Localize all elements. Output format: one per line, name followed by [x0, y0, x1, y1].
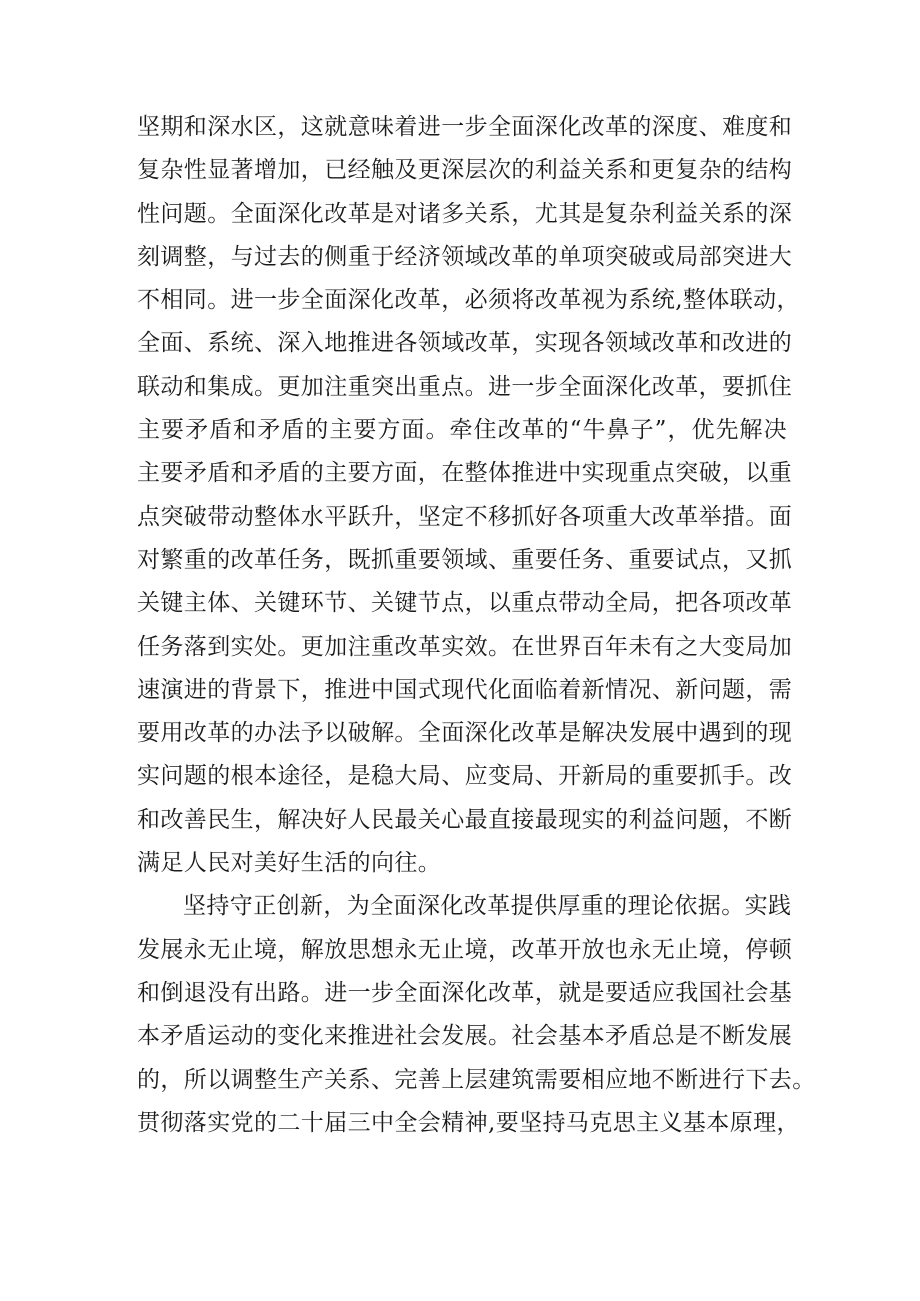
text-line: 刻调整，与过去的侧重于经济领域改革的单项突破或局部突进大	[137, 243, 793, 270]
text-line: 对繁重的改革任务，既抓重要领域、重要任务、重要试点，又抓	[137, 546, 793, 573]
text-line: 速演进的背景下，推进中国式现代化面临着新情况、新问题，需	[137, 676, 793, 703]
text-line: 要用改革的办法予以破解。全面深化改革是解决发展中遇到的现	[137, 720, 793, 747]
text-line: 和倒退没有出路。进一步全面深化改革，就是要适应我国社会基	[137, 979, 793, 1006]
text-line: 关键主体、关键环节、关键节点，以重点带动全局，把各项改革	[137, 590, 793, 617]
text-line: 主要矛盾和矛盾的主要方面。牵住改革的“牛鼻子”，优先解决	[137, 417, 787, 444]
text-line: 坚持守正创新，为全面深化改革提供厚重的理论依据。实践	[183, 893, 792, 920]
document-body	[137, 106, 816, 1145]
text-line: 坚期和深水区，这就意味着进一步全面深化改革的深度、难度和	[137, 114, 793, 140]
text-line: 的，所以调整生产关系、完善上层建筑需要相应地不断进行下去。	[137, 1066, 816, 1093]
text-line: 复杂性显著增加，已经触及更深层次的利益关系和更复杂的结构	[137, 157, 793, 184]
paragraph-2	[137, 885, 816, 1145]
text-line: 联动和集成。更加注重突出重点。进一步全面深化改革，要抓住	[137, 373, 793, 400]
text-line: 不相同。进一步全面深化改革，必须将改革视为系统,整体联动，	[137, 287, 800, 314]
text-line: 发展永无止境，解放思想永无止境，改革开放也永无止境，停顿	[137, 936, 793, 963]
paragraph-1	[137, 106, 800, 885]
text-line: 主要矛盾和矛盾的主要方面，在整体推进中实现重点突破，以重	[137, 460, 793, 487]
text-line: 贯彻落实党的二十届三中全会精神,要坚持马克思主义基本原理，	[137, 1109, 800, 1136]
text-line: 任务落到实处。更加注重改革实效。在世界百年未有之大变局加	[137, 633, 793, 660]
text-line: 性问题。全面深化改革是对诸多关系，尤其是复杂利益关系的深	[137, 200, 793, 227]
text-line: 本矛盾运动的变化来推进社会发展。社会基本矛盾总是不断发展	[137, 1023, 793, 1050]
text-line: 点突破带动整体水平跃升，坚定不移抓好各项重大改革举措。面	[137, 503, 793, 530]
text-line: 和改善民生，解决好人民最关心最直接最现实的利益问题，不断	[137, 806, 793, 833]
text-line: 实问题的根本途径，是稳大局、应变局、开新局的重要抓手。改	[137, 763, 793, 790]
text-line: 全面、系统、深入地推进各领域改革，实现各领域改革和改进的	[137, 330, 793, 357]
text-line: 满足人民对美好生活的向往。	[137, 850, 442, 877]
